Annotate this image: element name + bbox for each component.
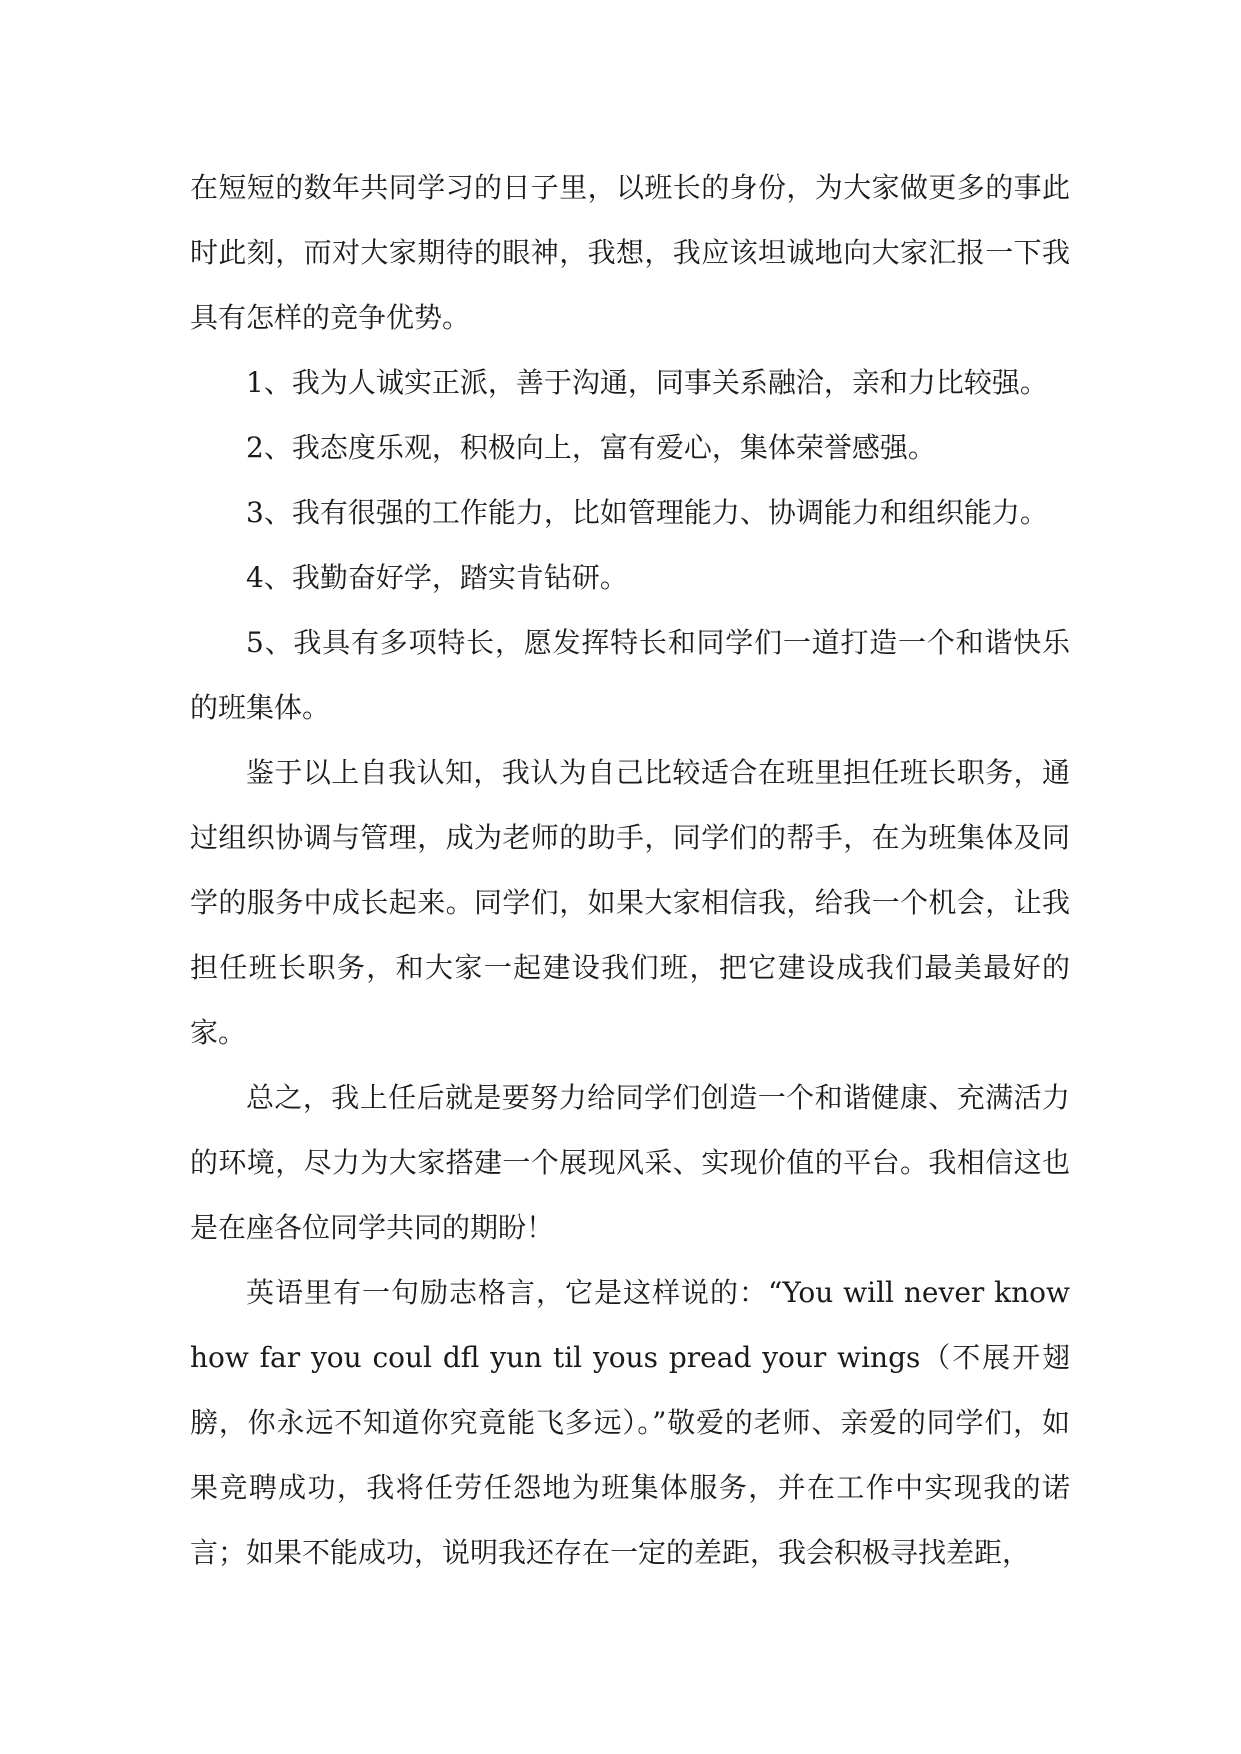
paragraph-intro: 在短短的数年共同学习的日子里，以班长的身份，为大家做更多的事此时此刻，而对大家期待的眼神，我想，我应该坦诚地向大家汇报一下我具有怎样的竞争优势。 — [190, 171, 1070, 334]
document-body — [190, 155, 1070, 1585]
paragraph-summary: 总之，我上任后就是要努力给同学们创造一个和谐健康、充满活力的环境，尽力为大家搭建一个展现风采、实现价值的平台。我相信这也是在座各位同学共同的期盼！ — [190, 1081, 1070, 1244]
paragraph-advantage-1: 1、我为人诚实正派，善于沟通，同事关系融洽，亲和力比较强。 — [246, 366, 1048, 399]
paragraph-advantage-3: 3、我有很强的工作能力，比如管理能力、协调能力和组织能力。 — [246, 496, 1048, 529]
paragraph-advantage-2: 2、我态度乐观，积极向上，富有爱心，集体荣誉感强。 — [246, 431, 936, 464]
paragraph-motto: 英语里有一句励志格言，它是这样说的：“You will never know how far you coul dfl yun til yous pread your wings（不展开翅膀，你永远不知道你究竟能飞多远）。”敬爱的老师、亲爱的同学们，如果竞聘成功，我将任劳任怨地为班集体服务，并在工作中实现我的诺言；如果不能成功，说明我还存在一定的差距，我会积极寻找差距， — [190, 1276, 1070, 1569]
paragraph-self-assessment: 鉴于以上自我认知，我认为自己比较适合在班里担任班长职务，通过组织协调与管理，成为老师的助手，同学们的帮手，在为班集体及同学的服务中成长起来。同学们，如果大家相信我，给我一个机会，让我担任班长职务，和大家一起建设我们班，把它建设成我们最美最好的家。 — [190, 756, 1070, 1049]
paragraph-advantage-5: 5、我具有多项特长，愿发挥特长和同学们一道打造一个和谐快乐的班集体。 — [190, 626, 1070, 724]
paragraph-advantage-4: 4、我勤奋好学，踏实肯钻研。 — [246, 561, 628, 594]
